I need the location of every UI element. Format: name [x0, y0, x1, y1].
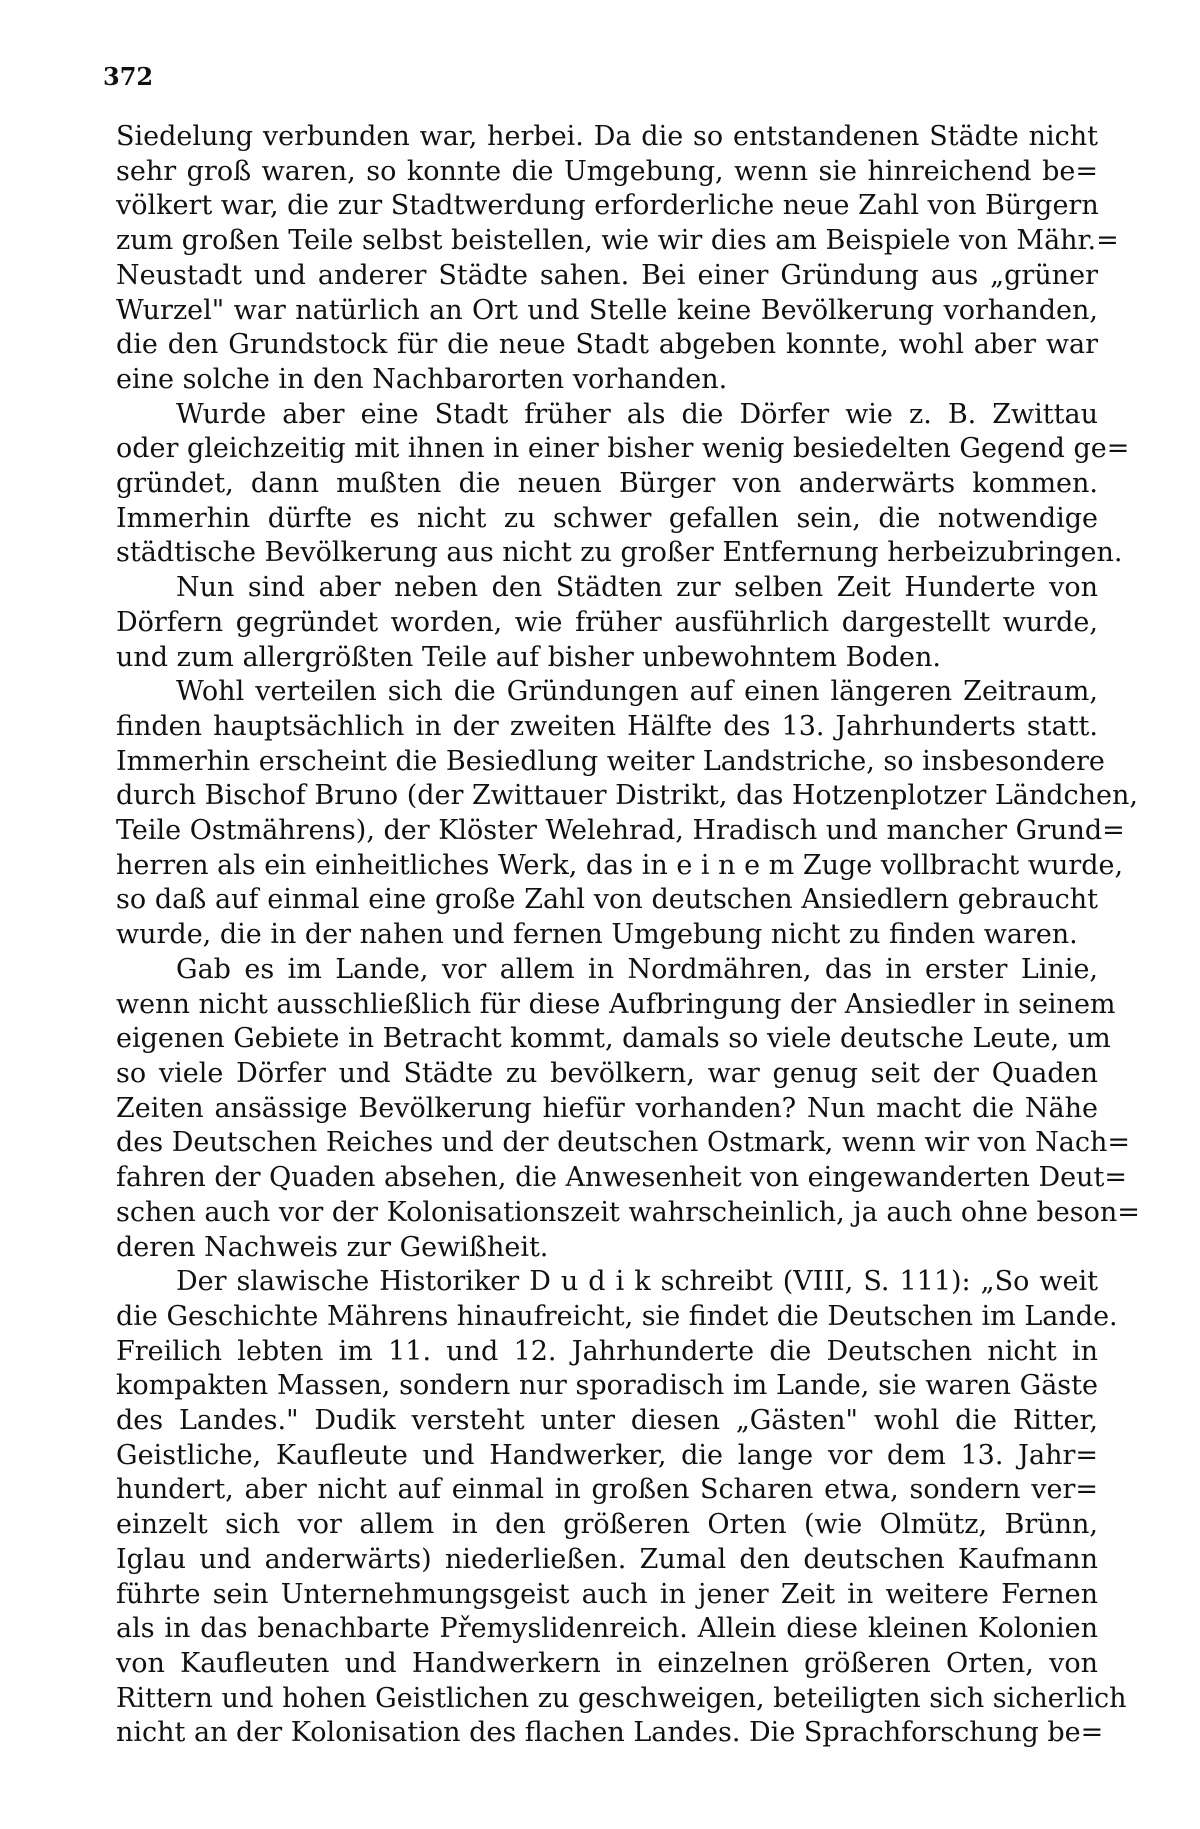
text-line: die Geschichte Mährens hinaufreicht, sie findet die Deutschen im Lande. [116, 1300, 1118, 1332]
text-line: so viele Dörfer und Städte zu bevölkern, war genug seit der Quaden [116, 1057, 1098, 1089]
text-line: Iglau und anderwärts) niederließen. Zumal den deutschen Kaufmann [116, 1543, 1098, 1575]
text-line: eine solche in den Nachbarorten vorhanden. [116, 363, 728, 395]
paragraph [116, 953, 1140, 1265]
text-line: völkert war, die zur Stadtwerdung erforderliche neue Zahl von Bürgern [116, 190, 1099, 222]
paragraph [116, 120, 1119, 398]
text-line: deren Nachweis zur Gewißheit. [116, 1231, 549, 1263]
text-line: herren als ein einheitliches Werk, das in e i n e m Zuge vollbracht wurde, [116, 849, 1124, 881]
text-line: als in das benachbarte Přemyslidenreich. Allein diese kleinen Kolonien [116, 1613, 1098, 1645]
text-line: des Deutschen Reiches und der deutschen Ostmark, wenn wir von Nach= [116, 1127, 1130, 1159]
text-line: Geistliche, Kaufleute und Handwerker, die lange vor dem 13. Jahr= [116, 1439, 1098, 1471]
text-line: oder gleichzeitig mit ihnen in einer bisher wenig besiedelten Gegend ge= [116, 433, 1130, 465]
text-line: Neustadt und anderer Städte sahen. Bei einer Gründung aus „grüner [116, 259, 1098, 291]
text-line: sehr groß waren, so konnte die Umgebung, wenn sie hinreichend be= [116, 155, 1098, 187]
text-line: wenn nicht ausschließlich für diese Aufbringung der Ansiedler in seinem [116, 988, 1116, 1020]
body-text [116, 120, 1140, 1751]
text-line: gründet, dann mußten die neuen Bürger von anderwärts kommen. [116, 468, 1098, 500]
text-line: Der slawische Historiker D u d i k schreibt (VIII, S. 111): „So weit [176, 1266, 1098, 1298]
text-line: kompakten Massen, sondern nur sporadisch im Lande, sie waren Gäste [116, 1370, 1098, 1402]
paragraph [116, 675, 1139, 953]
text-line: Wohl verteilen sich die Gründungen auf einen längeren Zeitraum, [176, 676, 1098, 708]
text-line: finden hauptsächlich in der zweiten Hälfte des 13. Jahrhunderts statt. [116, 710, 1098, 742]
text-line: so daß auf einmal eine große Zahl von deutschen Ansiedlern gebraucht [116, 884, 1098, 916]
text-line: zum großen Teile selbst beistellen, wie wir dies am Beispiele von Mähr.= [116, 225, 1119, 257]
paragraph [116, 1265, 1127, 1751]
text-line: Dörfern gegründet worden, wie früher ausführlich dargestellt wurde, [116, 606, 1098, 638]
text-line: Immerhin erscheint die Besiedlung weiter Landstriche, so insbesondere [116, 745, 1105, 777]
text-line: fahren der Quaden absehen, die Anwesenheit von eingewanderten Deut= [116, 1162, 1127, 1194]
paragraph [116, 571, 1098, 675]
text-line: nicht an der Kolonisation des flachen Landes. Die Sprachforschung be= [116, 1717, 1104, 1749]
text-line: Gab es im Lande, vor allem in Nordmähren, das in erster Linie, [176, 953, 1098, 985]
text-line: und zum allergrößten Teile auf bisher unbewohntem Boden. [116, 641, 941, 673]
page-number: 372 [103, 62, 154, 91]
text-line: schen auch vor der Kolonisationszeit wahrscheinlich, ja auch ohne beson= [116, 1196, 1140, 1228]
text-line: Nun sind aber neben den Städten zur selben Zeit Hunderte von [176, 572, 1098, 604]
text-line: Teile Ostmährens), der Klöster Welehrad, Hradisch und mancher Grund= [116, 815, 1125, 847]
text-line: Zeiten ansässige Bevölkerung hiefür vorhanden? Nun macht die Nähe [116, 1092, 1098, 1124]
text-line: Wurde aber eine Stadt früher als die Dörfer wie z. B. Zwittau [176, 398, 1098, 430]
text-line: die den Grundstock für die neue Stadt abgeben konnte, wohl aber war [116, 329, 1098, 361]
text-line: Siedelung verbunden war, herbei. Da die so entstandenen Städte nicht [116, 121, 1098, 152]
text-line: wurde, die in der nahen und fernen Umgebung nicht zu finden waren. [116, 919, 1078, 951]
text-line: städtische Bevölkerung aus nicht zu großer Entfernung herbeizubringen. [116, 537, 1123, 569]
text-line: hundert, aber nicht auf einmal in großen Scharen etwa, sondern ver= [116, 1474, 1098, 1506]
text-line: Freilich lebten im 11. und 12. Jahrhunderte die Deutschen nicht in [116, 1335, 1098, 1367]
paragraph [116, 398, 1130, 572]
text-line: eigenen Gebiete in Betracht kommt, damals so viele deutsche Leute, um [116, 1023, 1111, 1055]
text-line: von Kaufleuten und Handwerkern in einzelnen größeren Orten, von [116, 1647, 1098, 1679]
text-line: führte sein Unternehmungsgeist auch in jener Zeit in weitere Fernen [116, 1578, 1098, 1610]
text-line: Wurzel" war natürlich an Ort und Stelle keine Bevölkerung vorhanden, [116, 294, 1098, 326]
text-line: Rittern und hohen Geistlichen zu geschweigen, beteiligten sich sicherlich [116, 1682, 1127, 1714]
text-line: einzelt sich vor allem in den größeren Orten (wie Olmütz, Brünn, [116, 1509, 1098, 1541]
text-line: Immerhin dürfte es nicht zu schwer gefallen sein, die notwendige [116, 502, 1098, 534]
text-line: des Landes." Dudik versteht unter diesen „Gästen" wohl die Ritter, [116, 1405, 1098, 1437]
text-line: durch Bischof Bruno (der Zwittauer Distrikt, das Hotzenplotzer Ländchen, [116, 780, 1139, 812]
